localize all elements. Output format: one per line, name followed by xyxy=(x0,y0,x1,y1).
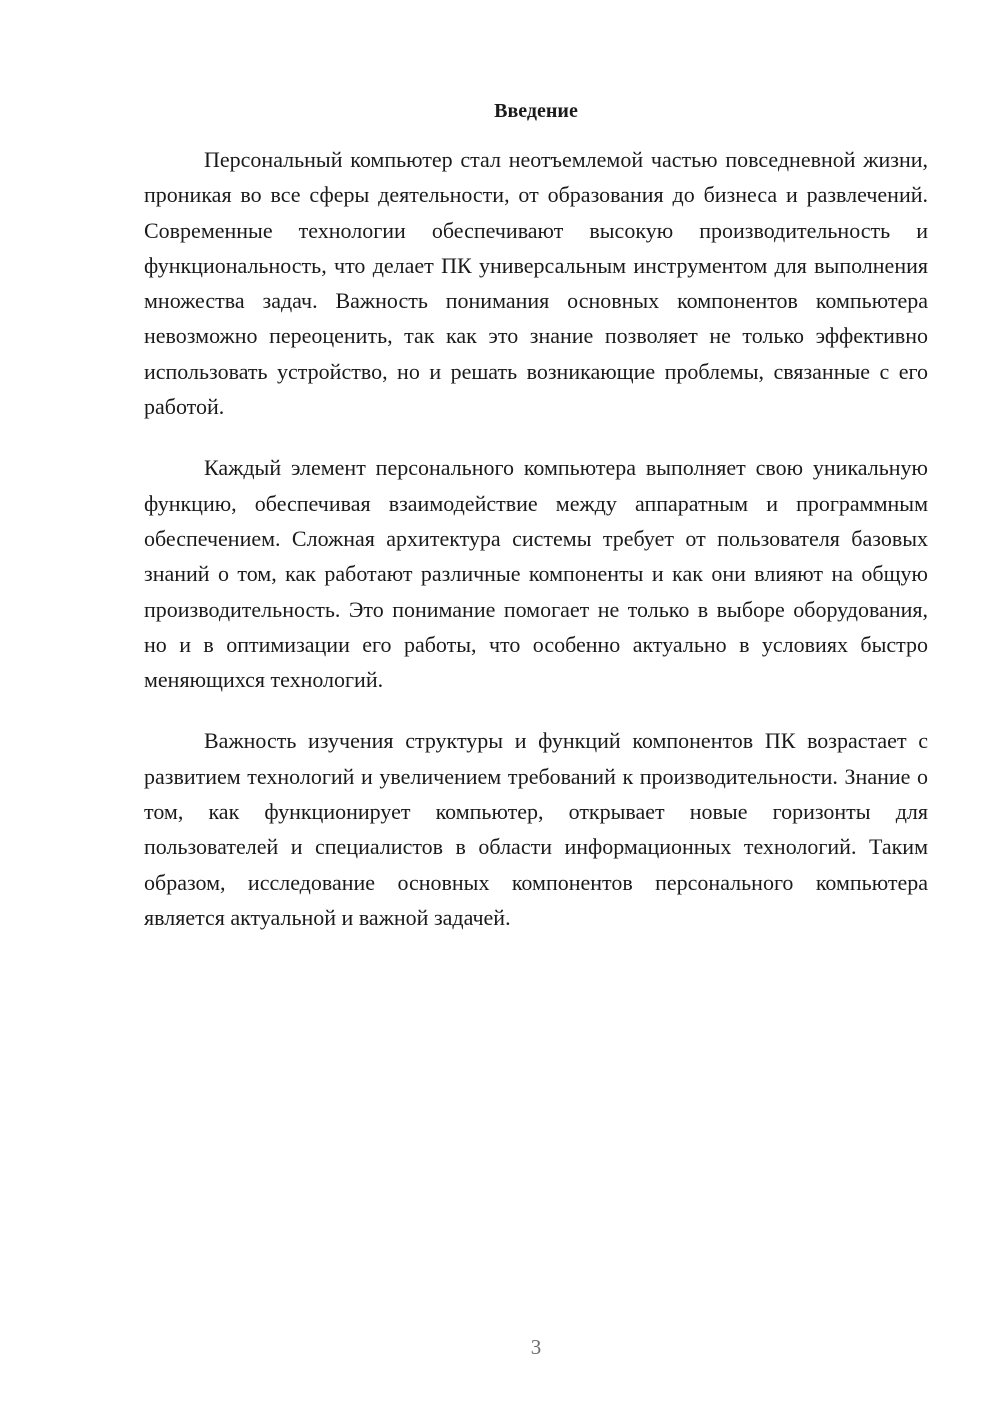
paragraph-1: Персональный компьютер стал неотъемлемой частью повседневной жизни, проникая во все сферы деятельности, от образования до бизнеса и развлечений. Современные технологии обеспечивают высокую производительность и функциональность, что делает ПК универсальным инструментом для выполнения множества задач. Важность понимания основных компонентов компьютера невозможно переоценить, так как это знание позволяет не только эффективно использовать устройство, но и решать возникающие проблемы, связанные с его работой. xyxy=(144,147,928,420)
body-text xyxy=(144,142,928,961)
paragraph-2: Каждый элемент персонального компьютера выполняет свою уникальную функцию, обеспечивая взаимодействие между аппаратным и программным обеспечением. Сложная архитектура системы требует от пользователя базовых знаний о том, как работают различные компоненты и как они влияют на общую производительность. Это понимание помогает не только в выборе оборудования, но и в оптимизации его работы, что особенно актуально в условиях быстро меняющихся технологий. xyxy=(144,455,928,693)
paragraph-3: Важность изучения структуры и функций компонентов ПК возрастает с развитием технологий и увеличением требований к производительности. Знание о том, как функционирует компьютер, открывает новые горизонты для пользователей и специалистов в области информационных технологий. Таким образом, исследование основных компонентов персонального компьютера является актуальной и важной задачей. xyxy=(144,728,928,930)
section-heading: Введение xyxy=(494,100,578,122)
page-number: 3 xyxy=(530,1335,542,1359)
